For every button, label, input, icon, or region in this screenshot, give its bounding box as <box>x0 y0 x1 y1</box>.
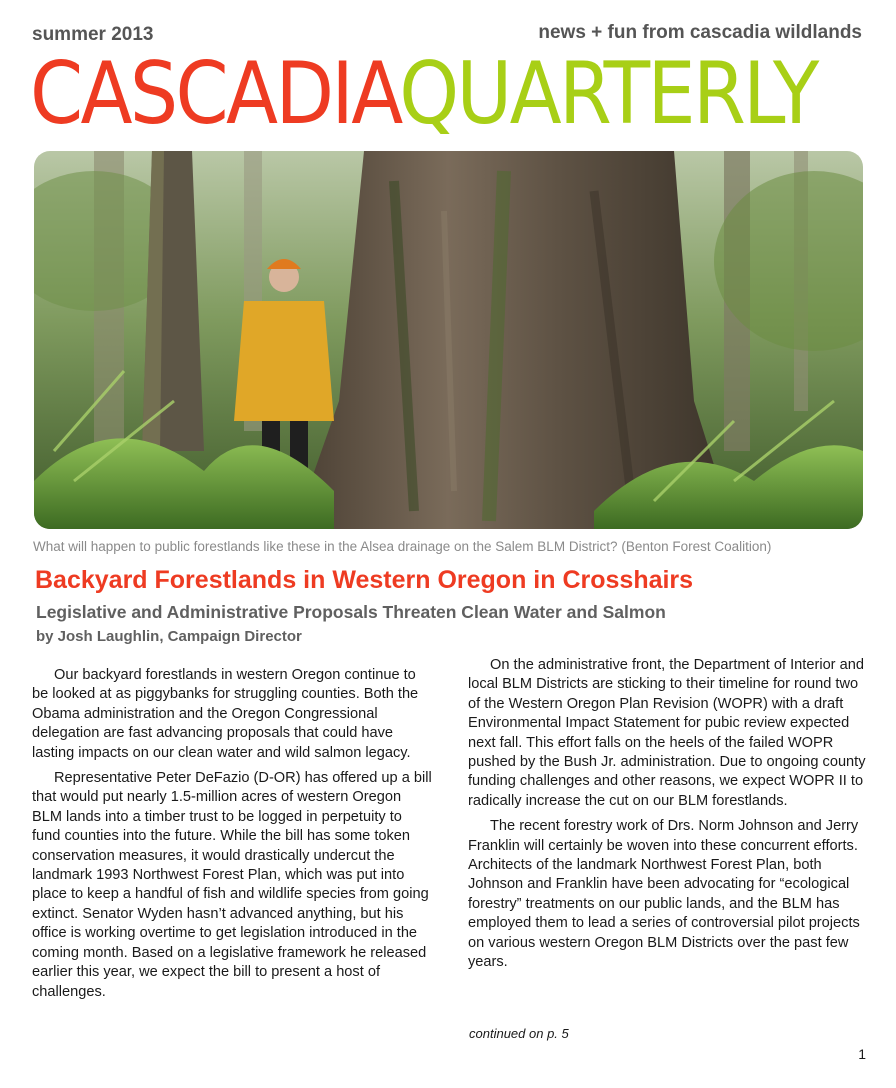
masthead-quarterly: QUARTERLY <box>399 44 817 144</box>
masthead-cascadia: CASCADIA <box>30 44 400 144</box>
paragraph: Representative Peter DeFazio (D-OR) has offered up a bill that would put nearly 1.5-million acres of western Oregon BLM lands into a timber trust to be logged in perpetuity to fund counties into the future. While the bill has some token conservation measures, it would drastically undercut the landmark 1993 Northwest Forest Plan, which was put into place to keep a handful of fish and wildlife species from going extinct. Senator Wyden hasn’t advanced anything, but his office is working overtime to get legislation introduced in the coming month. Based on a legislative framework he released earlier this year, we expect the bill to present a host of challenges. <box>32 770 432 1000</box>
cover-photo <box>34 151 863 529</box>
continued-note: continued on p. 5 <box>469 1026 569 1041</box>
paragraph: The recent forestry work of Drs. Norm Johnson and Jerry Franklin will certainly be woven into these concurrent efforts. Architects of the landmark Northwest Forest Plan, both Johnson and Franklin have been advocating for “ecological forestry” treatments on our public lands, and the BLM has employed them to lead a series of controversial pilot projects on various western Oregon BLM Districts over the past few years. <box>468 818 860 971</box>
masthead <box>30 44 817 144</box>
tagline: news + fun from cascadia wildlands <box>538 22 862 43</box>
article-subhead: Legislative and Administrative Proposals Threaten Clean Water and Salmon <box>36 602 666 622</box>
article-column-left <box>32 666 432 1008</box>
forest-illustration <box>34 151 863 529</box>
article-byline: by Josh Laughlin, Campaign Director <box>36 628 302 645</box>
issue-date: summer 2013 <box>32 24 154 45</box>
page-number: 1 <box>858 1046 866 1062</box>
article-column-right <box>468 656 868 979</box>
paragraph: Our backyard forestlands in western Oregon continue to be looked at as piggybanks for struggling counties. Both the Obama administration and the Oregon Congressional delegation are fast advancing proposals that could have lasting impacts on our clean water and wild salmon legacy. <box>32 667 419 761</box>
photo-caption: What will happen to public forestlands like these in the Alsea drainage on the Salem BLM District? (Benton Forest Coalition) <box>33 539 772 554</box>
article-headline: Backyard Forestlands in Western Oregon in Crosshairs <box>35 566 694 594</box>
paragraph: On the administrative front, the Department of Interior and local BLM Districts are sticking to their timeline for round two of the Western Oregon Plan Revision (WOPR) with a draft Environmental Impact Statement for pubic review expected next fall. This effort falls on the heels of the failed WOPR pushed by the Bush Jr. administration. Due to ongoing county funding challenges and other reasons, we expect WOPR II to radically increase the cut on our BLM forestlands. <box>468 657 866 809</box>
